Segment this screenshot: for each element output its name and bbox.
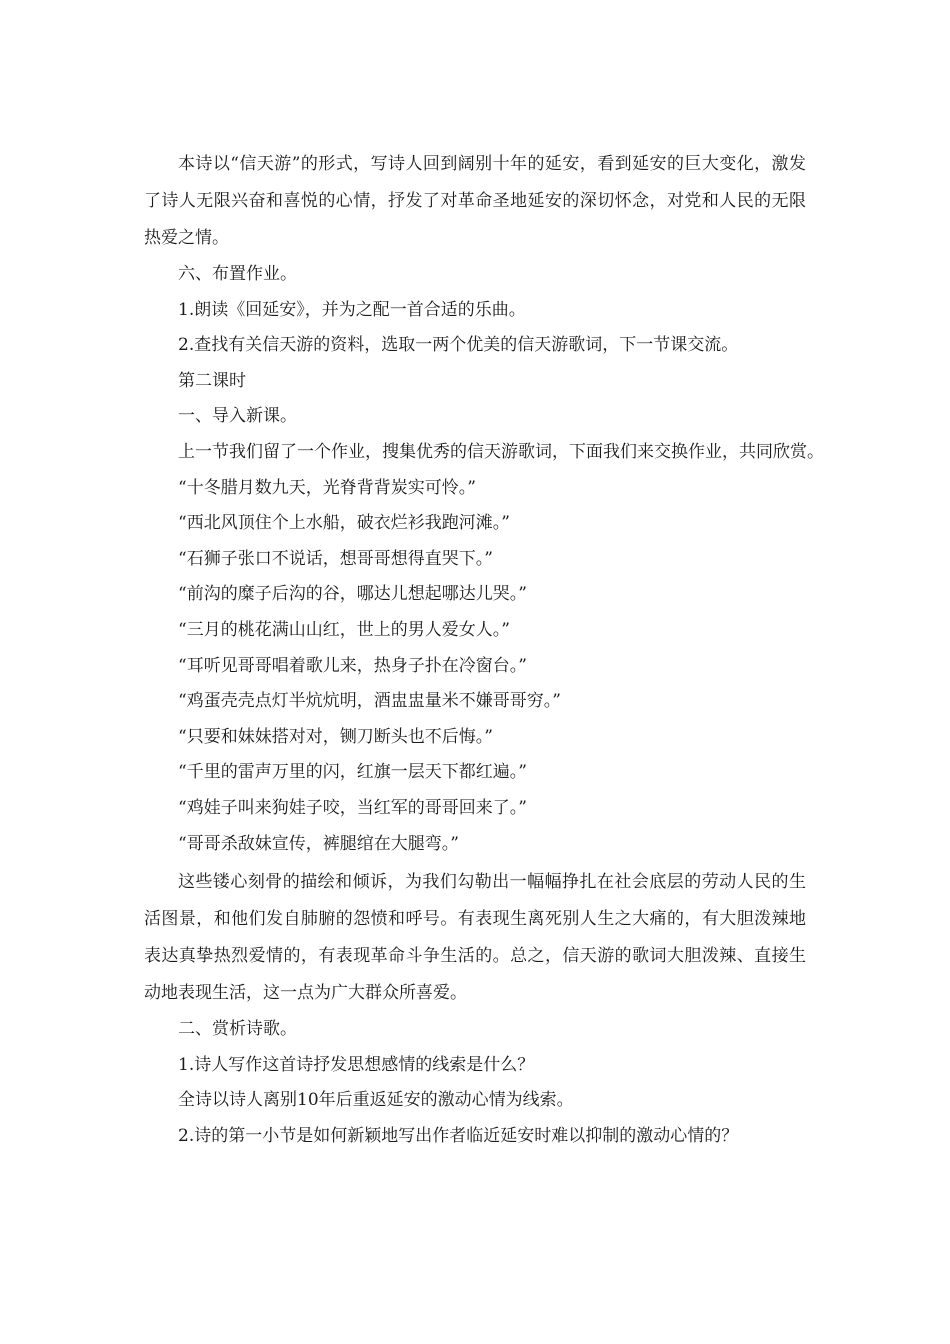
question-2: 2.诗的第一小节是如何新颖地写出作者临近延安时难以抑制的激动心情的？: [178, 1125, 739, 1146]
lyric-line: “三月的桃花满山山红，世上的男人爱女人。”: [178, 619, 510, 640]
lyric-line: “耳听见哥哥唱着歌儿来，热身子扑在冷窗台。”: [178, 655, 527, 676]
lyric-line: “前沟的糜子后沟的谷，哪达儿想起哪达儿哭。”: [178, 584, 527, 605]
document-body: [144, 146, 824, 1154]
section-one-heading: 一、导入新课。: [178, 406, 297, 427]
homework-item-2: 2.查找有关信天游的资料，选取一两个优美的信天游歌词，下一节课交流。: [178, 335, 739, 356]
question-1: 1.诗人写作这首诗抒发思想感情的线索是什么？: [178, 1054, 535, 1075]
lyric-line: “鸡娃子叫来狗娃子咬，当红军的哥哥回来了。”: [178, 797, 527, 818]
lyric-line: “十冬腊月数九天，光脊背背炭实可怜。”: [178, 477, 476, 498]
intro-paragraph: 本诗以“信天游”的形式，写诗人回到阔别十年的延安，看到延安的巨大变化，激发了诗人无限兴奋和喜悦的心情，抒发了对革命圣地延安的深切怀念，对党和人民的无限热爱之情。: [144, 154, 806, 248]
lyric-line: “西北风顶住个上水船，破衣烂衫我跑河滩。”: [178, 513, 510, 534]
lyric-line: “只要和妹妹搭对对，铡刀断头也不后悔。”: [178, 726, 493, 747]
lesson-two-title: 第二课时: [178, 370, 246, 391]
section-six-heading: 六、布置作业。: [178, 264, 297, 284]
lyric-line: “鸡蛋壳壳点灯半炕炕明，酒盅盅量米不嫌哥哥穷。”: [178, 691, 561, 712]
lyric-line: “千里的雷声万里的闪，红旗一层天下都红遍。”: [178, 762, 527, 783]
section-two-heading: 二、赏析诗歌。: [178, 1019, 297, 1040]
summary-paragraph: 这些镂心刻骨的描绘和倾诉，为我们勾勒出一幅幅挣扎在社会底层的劳动人民的生活图景，和他们发自肺腑的怨愤和呼号。有表现生离死别人生之大痛的，有大胆泼辣地表达真挚热烈爱情的，有表现革命斗争生活的。总之，信天游的歌词大胆泼辣、直接生动地表现生活，这一点为广大群众所喜爱。: [144, 872, 806, 1004]
exchange-line: 上一节我们留了一个作业，搜集优秀的信天游歌词，下面我们来交换作业，共同欣赏。: [178, 441, 824, 462]
homework-item-1: 1.朗读《回延安》，并为之配一首合适的乐曲。: [178, 299, 526, 320]
answer-1: 全诗以诗人离别10年后重返延安的激动心情为线索。: [178, 1090, 574, 1111]
lyric-line: “哥哥杀敌妹宣传，裤腿绾在大腿弯。”: [178, 833, 459, 854]
lyric-line: “石狮子张口不说话，想哥哥想得直哭下。”: [178, 548, 493, 569]
